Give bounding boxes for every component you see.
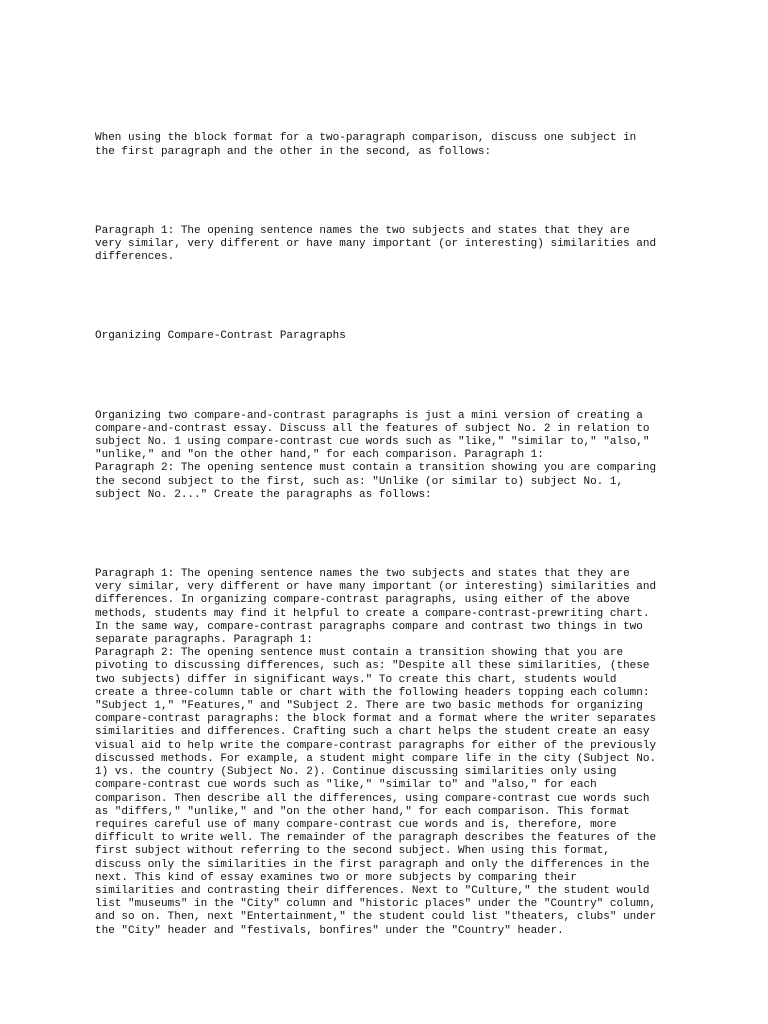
text-line: similarities and contrasting their differences. Next to "Culture," the student would bbox=[95, 884, 650, 897]
text-line: the "City" header and "festivals, bonfires" under the "Country" header. bbox=[95, 924, 564, 937]
section-heading: Organizing Compare-Contrast Paragraphs bbox=[95, 330, 346, 343]
text-line: compare-and-contrast essay. Discuss all the features of subject No. 2 in relation to bbox=[95, 422, 650, 435]
text-line: Organizing two compare-and-contrast paragraphs is just a mini version of creating a bbox=[95, 409, 643, 422]
text-line: compare-contrast paragraphs: the block format and a format where the writer separates bbox=[95, 713, 657, 726]
text-line: "unlike," and "on the other hand," for each comparison. Paragraph 1: bbox=[95, 449, 544, 462]
text-line: visual aid to help write the compare-contrast paragraphs for either of the previously bbox=[95, 739, 657, 752]
text-line: the second subject to the first, such as: "Unlike (or similar to) subject No. 1, bbox=[95, 475, 624, 488]
text-line: difficult to write well. The remainder of the paragraph describes the features of the bbox=[95, 832, 657, 845]
text-line: list "museums" in the "City" column and "historic places" under the "Country" column, bbox=[95, 898, 657, 911]
body-paragraph-2 bbox=[95, 568, 685, 938]
text-line: as "differs," "unlike," and "on the other hand," for each comparison. This format bbox=[95, 805, 630, 818]
text-line: In the same way, compare-contrast paragraphs compare and contrast two things in two bbox=[95, 620, 643, 633]
document-text bbox=[95, 106, 685, 964]
paragraph-spacer bbox=[95, 185, 685, 198]
text-line: subject No. 2..." Create the paragraphs as follows: bbox=[95, 488, 432, 501]
paragraph-spacer bbox=[95, 528, 685, 541]
text-line: next. This kind of essay examines two or more subjects by comparing their bbox=[95, 871, 577, 884]
text-line: "Subject 1," "Features," and "Subject 2. There are two basic methods for organizing bbox=[95, 700, 643, 713]
paragraph-spacer bbox=[95, 291, 685, 304]
text-line: discuss only the similarities in the first paragraph and only the differences in the bbox=[95, 858, 650, 871]
text-line: comparison. Then describe all the differences, using compare-contrast cue words such bbox=[95, 792, 650, 805]
text-line: and so on. Then, next "Entertainment," the student could list "theaters, clubs" under bbox=[95, 911, 657, 924]
intro-paragraph bbox=[95, 132, 685, 158]
paragraph-1-description bbox=[95, 225, 685, 265]
text-line: requires careful use of many compare-contrast cue words and is, therefore, more bbox=[95, 818, 617, 831]
text-line: compare-contrast cue words such as "like," "similar to" and "also," for each bbox=[95, 779, 597, 792]
text-line: differences. bbox=[95, 251, 175, 264]
text-line: pivoting to discussing differences, such as: "Despite all these similarities, (these bbox=[95, 660, 650, 673]
text-line: Paragraph 1: The opening sentence names the two subjects and states that they are bbox=[95, 568, 630, 581]
text-line: subject No. 1 using compare-contrast cue words such as "like," "similar to," "also," bbox=[95, 436, 650, 449]
text-line: methods, students may find it helpful to create a compare-contrast-prewriting chart. bbox=[95, 607, 650, 620]
paragraph-spacer bbox=[95, 370, 685, 383]
text-line: When using the block format for a two-paragraph comparison, discuss one subject in bbox=[95, 132, 637, 145]
text-line: 1) vs. the country (Subject No. 2). Continue discussing similarities only using bbox=[95, 766, 617, 779]
text-line: very similar, very different or have many important (or interesting) similarities and bbox=[95, 238, 657, 251]
text-line: create a three-column table or chart with the following headers topping each column: bbox=[95, 686, 650, 699]
text-line: Paragraph 1: The opening sentence names the two subjects and states that they are bbox=[95, 224, 630, 237]
text-line: discussed methods. For example, a student might compare life in the city (Subject No. bbox=[95, 752, 657, 765]
text-line: separate paragraphs. Paragraph 1: bbox=[95, 634, 313, 647]
text-line: Paragraph 2: The opening sentence must contain a transition showing that you are bbox=[95, 647, 624, 660]
text-line: Paragraph 2: The opening sentence must contain a transition showing you are comparing bbox=[95, 462, 657, 475]
text-line: two subjects) differ in significant ways." To create this chart, students would bbox=[95, 673, 617, 686]
body-paragraph-1 bbox=[95, 410, 685, 502]
text-line: similarities and differences. Crafting such a chart helps the student create an easy bbox=[95, 726, 650, 739]
text-line: first subject without referring to the second subject. When using this format, bbox=[95, 845, 610, 858]
text-line: very similar, very different or have many important (or interesting) similarities and bbox=[95, 581, 657, 594]
text-line: differences. In organizing compare-contrast paragraphs, using either of the above bbox=[95, 594, 630, 607]
text-line: the first paragraph and the other in the second, as follows: bbox=[95, 145, 492, 158]
